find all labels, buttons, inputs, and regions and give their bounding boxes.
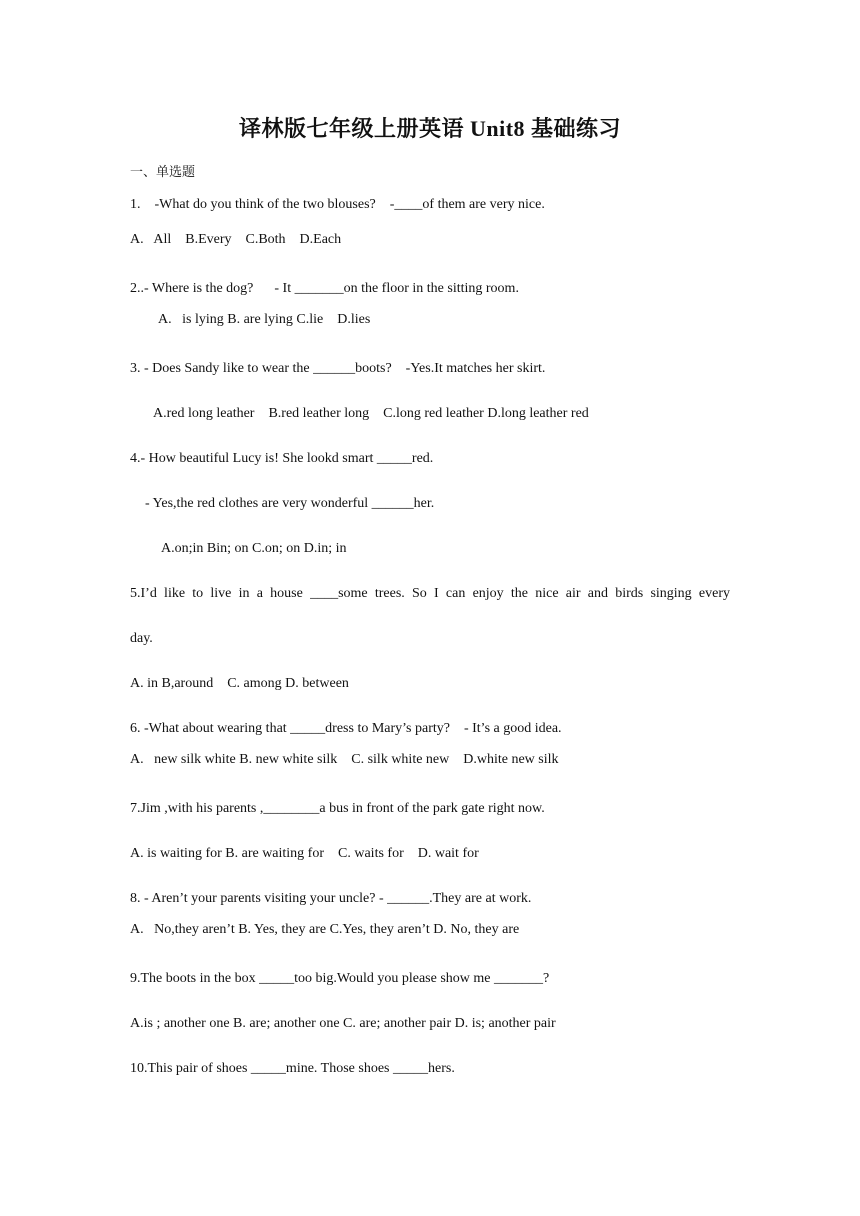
page-title: 译林版七年级上册英语 Unit8 基础练习 <box>238 116 622 141</box>
question-4-options: A.on;in Bin; on C.on; on D.in; in <box>161 541 347 556</box>
question-1: 1. -What do you think of the two blouses? -____of them are very nice. <box>130 197 545 212</box>
question-4: 4.- How beautiful Lucy is! She lookd smart _____red. <box>130 451 434 466</box>
question-3-options: A.red long leather B.red leather long C.long red leather D.long leather red <box>153 406 589 421</box>
question-5-options: A. in B,around C. among D. between <box>130 676 349 691</box>
question-8: 8. - Aren’t your parents visiting your uncle? - ______.They are at work. <box>130 891 532 906</box>
question-7-options: A. is waiting for B. are waiting for C. waits for D. wait for <box>130 846 479 861</box>
question-9: 9.The boots in the box _____too big.Would you please show me _______? <box>130 971 550 986</box>
question-2: 2..- Where is the dog? - It _______on the floor in the sitting room. <box>130 281 519 296</box>
question-7: 7.Jim ,with his parents ,________a bus in front of the park gate right now. <box>130 801 545 816</box>
question-8-options: A. No,they aren’t B. Yes, they are C.Yes, they aren’t D. No, they are <box>130 922 520 937</box>
question-9-options: A.is ; another one B. are; another one C. are; another pair D. is; another pair <box>130 1016 556 1031</box>
question-6: 6. -What about wearing that _____dress to Mary’s party? - It’s a good idea. <box>130 721 562 736</box>
question-4-line-2: - Yes,the red clothes are very wonderful ______her. <box>145 496 435 511</box>
question-10: 10.This pair of shoes _____mine. Those shoes _____hers. <box>130 1061 455 1076</box>
question-1-options: A. All B.Every C.Both D.Each <box>130 232 342 247</box>
question-3: 3. - Does Sandy like to wear the ______boots? -Yes.It matches her skirt. <box>130 361 546 376</box>
question-6-options: A. new silk white B. new white silk C. silk white new D.white new silk <box>130 752 559 767</box>
question-5-line-2: day. <box>130 631 153 646</box>
section-heading: 一、单选题 <box>130 165 196 180</box>
question-2-options: A. is lying B. are lying C.lie D.lies <box>158 312 371 327</box>
question-5: 5.I’d like to live in a house ____some trees. So I can enjoy the nice air and birds singing every <box>130 586 730 601</box>
